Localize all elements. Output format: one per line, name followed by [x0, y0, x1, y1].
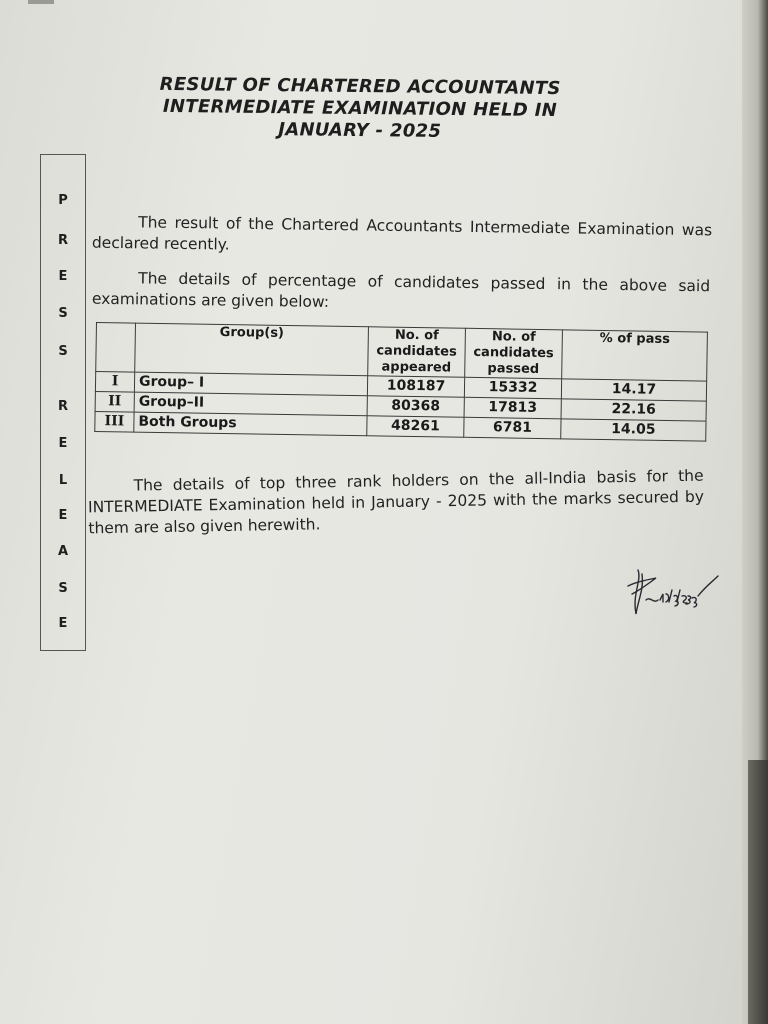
header-passed: No. of candidates passed — [465, 328, 563, 379]
header-number — [96, 323, 136, 373]
row-group: Group–II — [134, 392, 367, 416]
rank-holders-paragraph — [87, 466, 704, 540]
details-text: The details of percentage of candidates passed in the above said examinations are given below: — [91, 269, 711, 311]
row-appeared: 108187 — [367, 376, 464, 398]
side-letter: S — [58, 306, 68, 321]
row-number: II — [95, 391, 134, 412]
side-letter: P — [58, 193, 68, 208]
row-number: III — [95, 411, 134, 432]
row-number: I — [95, 372, 134, 393]
side-letter: R — [57, 233, 68, 248]
row-percent: 14.05 — [561, 419, 706, 441]
side-letter: E — [58, 436, 68, 451]
row-passed: 15332 — [464, 377, 561, 399]
row-group: Group– I — [134, 372, 367, 396]
side-letter: L — [58, 473, 68, 488]
header-appeared: No. of candidates appeared — [368, 327, 466, 378]
document-title — [110, 73, 611, 144]
side-letter: S — [58, 581, 68, 596]
header-group: Group(s) — [135, 323, 369, 376]
row-percent: 22.16 — [561, 399, 706, 421]
paper-edge-shadow — [748, 760, 768, 1024]
row-group: Both Groups — [134, 412, 367, 436]
intro-text: The result of the Chartered Accountants Intermediate Examination was declared recently. — [91, 213, 713, 254]
side-letter: A — [57, 544, 69, 559]
title-line-1: RESULT OF CHARTERED ACCOUNTANTS — [159, 73, 561, 100]
row-appeared: 48261 — [367, 416, 464, 438]
header-percent: % of pass — [562, 330, 708, 381]
signature-icon — [624, 560, 724, 620]
rank-holders-text: The details of top three rank holders on the all-India basis for the INTERMEDIATE Examination held in January - 2025 with the marks secured by them are also given herewith. — [87, 466, 705, 538]
press-release-sidebar — [40, 154, 86, 651]
title-line-3: JANUARY - 2025 — [278, 119, 442, 142]
intro-paragraph — [92, 212, 713, 263]
side-letter: S — [58, 344, 68, 359]
side-letter: E — [58, 616, 68, 631]
punch-mark — [28, 0, 54, 4]
side-letter: R — [57, 399, 68, 414]
row-passed: 17813 — [464, 397, 561, 419]
side-letter: E — [58, 269, 68, 284]
row-passed: 6781 — [464, 417, 561, 439]
details-paragraph — [92, 268, 711, 319]
side-letter: E — [58, 508, 68, 523]
row-appeared: 80368 — [367, 396, 464, 418]
row-percent: 14.17 — [561, 379, 706, 401]
title-line-2: INTERMEDIATE EXAMINATION HELD IN — [162, 95, 558, 122]
pass-percentage-table — [94, 322, 708, 442]
